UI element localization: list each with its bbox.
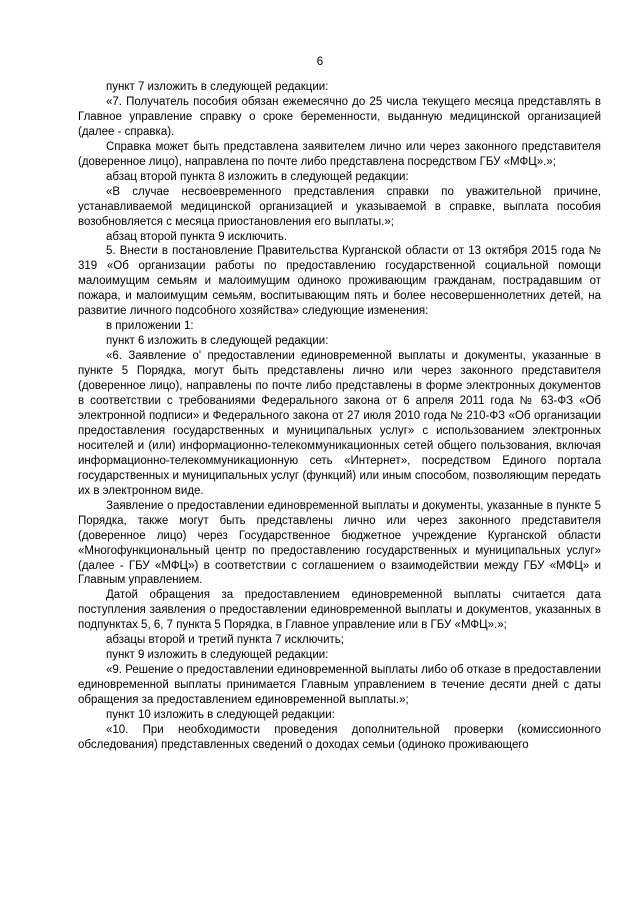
paragraph: абзац второй пункта 9 исключить. [106, 230, 288, 243]
paragraph: Заявление о предоставлении единовременной выплаты и документы, указанные в пункте 5 Порядка, также могут быть представлены лично или через законного представителя (доверенное лицо) через Государственное бюджетное учреждение Курганской области «Многофункциональный центр по предоставлению государственных и муниципальных услуг» (далее - ГБУ «МФЦ») в соответствии с соглашением о взаимодействии между ГБУ «МФЦ» и Главным управлением. [78, 499, 601, 587]
paragraph: пункт 9 изложить в следующей редакции: [106, 649, 329, 662]
paragraph: абзац второй пункта 8 изложить в следующей редакции: [106, 170, 409, 183]
paragraph: пункт 6 изложить в следующей редакции: [106, 335, 329, 348]
paragraph: Датой обращения за предоставлением единовременной выплаты считается дата поступления заявления о предоставлении единовременной выплаты и документов, указанных в подпунктах 5, 6, 7 пункта 5 Порядка, в Главное управление или в ГБУ «МФЦ».»; [78, 589, 601, 632]
paragraph: «6. Заявление о' предоставлении единовременной выплаты и документы, указанные в пункте 5 Порядка, могут быть представлены лично или через законного представителя (доверенное лицо), направлены по почте либо представлены в форме электронных документов в соответствии с требованиями Федерального закона от 6 апреля 2011 года № 63-ФЗ «Об электронной подписи» и Федерального закона от 27 июля 2010 года № 210-ФЗ «Об организации предоставления государственных и муниципальных услуг» с использованием электронных носителей и (или) информационно-телекоммуникационных сетей общего пользования, включая информационно-телекоммуникационную сеть «Интернет», посредством Единого портала государственных и муниципальных услуг (функций) или иным способом, позволяющим передать их в электронном виде. [78, 350, 601, 497]
document-body [78, 80, 601, 753]
paragraph: «В случае несвоевременного представления справки по уважительной причине, устанавливаемой медицинской организацией и указываемой в справке, выплата пособия возобновляется с месяца приостановления его выплаты.»; [78, 185, 601, 228]
paragraph: Справка может быть представлена заявителем лично или через законного представителя (доверенное лицо), направлена по почте либо представлена посредством ГБУ «МФЦ».»; [78, 140, 601, 168]
paragraph: пункт 10 изложить в следующей редакции: [106, 709, 335, 722]
paragraph: абзацы второй и третий пункта 7 исключить; [106, 634, 344, 647]
paragraph: «7. Получатель пособия обязан ежемесячно до 25 числа текущего месяца представлять в Главное управление справку о сроке беременности, выданную медицинской организацией (далее - справка). [78, 95, 601, 138]
paragraph: «10. При необходимости проведения дополнительной проверки (комиссионного обследования) представленных сведений о доходах семьи (одиноко проживающего [78, 723, 601, 751]
paragraph: в приложении 1: [106, 320, 194, 333]
paragraph: 5. Внести в постановление Правительства Курганской области от 13 октября 2015 года № 319 «Об организации работы по предоставлению государственной социальной помощи малоимущим семьям и малоимущим одиноко проживающим гражданам, пострадавшим от пожара, и малоимущим семьям, воспитывающим пять и более несовершеннолетних детей, на развитие личного подсобного хозяйства» следующие изменения: [78, 245, 601, 318]
page-number: 6 [316, 56, 324, 68]
paragraph: пункт 7 изложить в следующей редакции: [106, 81, 329, 93]
paragraph: «9. Решение о предоставлении единовременной выплаты либо об отказе в предоставлении единовременной выплаты принимается Главным управлением в течение десяти дней с даты обращения за предоставлением единовременной выплаты.»; [78, 664, 601, 707]
